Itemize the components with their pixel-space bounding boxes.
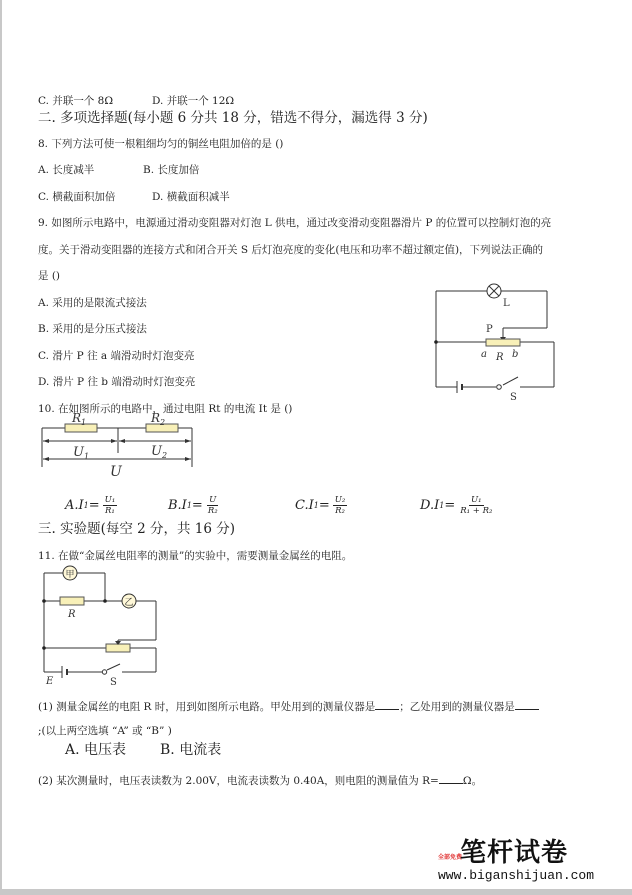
q7-option-c: C. 并联一个 8Ω — [38, 95, 114, 107]
q11-part2 — [38, 772, 482, 788]
svg-text:U2: $U_2$ — [151, 444, 168, 460]
svg-text:R: R — [68, 609, 76, 620]
battery-icon — [457, 381, 462, 393]
q8-option-c: C. 横截面积加倍 — [38, 191, 116, 203]
svg-text:乙: 乙 — [124, 598, 134, 608]
battery-icon — [62, 666, 67, 678]
q9-option-c: C. 滑片 P 往 a 端滑动时灯泡变亮 — [38, 350, 195, 362]
svg-text:甲: 甲 — [65, 570, 75, 580]
free-tag: 全部免费 — [438, 854, 463, 861]
logo-url: www.biganshijuan.com — [438, 868, 595, 883]
q8-stem: 8. 下列方法可使一根粗细均匀的铜丝电阻加倍的是 () — [38, 138, 284, 150]
lamp-icon — [487, 284, 501, 298]
svg-text:R2: $R_2$ — [151, 411, 166, 427]
svg-text:a: a — [481, 349, 487, 360]
svg-text:P: P — [486, 324, 493, 335]
resistor-r — [60, 597, 84, 605]
q10-option-b: B.I 1 = $\frac{U}{\text{R₂}}$ — [168, 495, 218, 516]
q10-circuit-diagram — [38, 411, 208, 495]
q10-option-d: D.I 1 = $\frac{\text{U₁}}{\text{R₁ + R₂}}$ — [420, 495, 493, 516]
switch-icon — [497, 385, 502, 390]
q9-stem-line1: 9. 如图所示电路中，电源通过滑动变阻器对灯泡 L 供电，通过改变滑动变阻器滑片 P 的位置可以控制灯泡的亮 — [38, 217, 552, 229]
q11-part2-text-a: (2) 某次测量时，电压表读数为 2.00V，电流表读数为 0.40A，则电阻的测量值为 R= — [38, 775, 439, 787]
q9-circuit-diagram — [430, 285, 560, 403]
page-left-border — [0, 0, 2, 895]
logo-title: 笔杆试卷 — [460, 838, 569, 868]
q9-stem-line2: 度。关于滑动变阻器的连接方式和闭合开关 S 后灯泡亮度的变化(电压和功率不超过额定值)，下列说法正确的 — [38, 244, 544, 256]
q11-part1-line1 — [38, 698, 539, 714]
section-2-heading: 二. 多项选择题(每小题 6 分共 18 分，错选不得分，漏选得 3 分) — [38, 110, 428, 126]
svg-text:S: S — [110, 677, 117, 688]
q11-part1-line2: ;(以上两空选填 “A” 或 “B” ) — [38, 725, 172, 737]
q10-option-c: C.I 1 = $\frac{\text{U₂}}{\text{R₂}}$ — [295, 495, 346, 516]
q9-stem-line3: 是 () — [38, 270, 61, 282]
svg-text:R1: $R_1$ — [72, 411, 87, 427]
q9-option-b: B. 采用的是分压式接法 — [38, 323, 147, 335]
svg-text:U: U — [110, 464, 122, 480]
q9-option-d: D. 滑片 P 往 b 端滑动时灯泡变亮 — [38, 376, 196, 388]
q11-choice-b: B. 电流表 — [160, 742, 222, 758]
page-bottom-border — [0, 889, 632, 895]
q11-part2-text-b: Ω。 — [462, 775, 483, 787]
q10-option-a: A.I 1 = $\frac{\text{U₁}}{\text{R₁}}$ — [65, 495, 116, 516]
q9-option-a: A. 采用的是限流式接法 — [38, 297, 147, 309]
q8-option-d: D. 横截面积减半 — [152, 191, 230, 203]
q11-choice-a: A. 电压表 — [65, 742, 127, 758]
svg-text:L: L — [503, 298, 510, 309]
svg-text:E: E — [46, 676, 54, 687]
section-3-heading: 三. 实验题(每空 2 分，共 16 分) — [38, 521, 236, 537]
q8-option-a: A. 长度减半 — [38, 164, 95, 176]
q11-blank-jia[interactable] — [375, 698, 399, 710]
q7-option-d: D. 并联一个 12Ω — [152, 95, 235, 107]
q10-stem: 10. 在如图所示的电路中，通过电阻 Rt 的电流 It 是 () — [38, 403, 293, 415]
q11-part1-text-b: ；乙处用到的测量仪器是 — [399, 701, 515, 713]
rheostat-resistor — [486, 339, 520, 346]
q8-option-b: B. 长度加倍 — [143, 164, 200, 176]
svg-text:R: R — [496, 352, 504, 363]
q11-blank-r[interactable] — [439, 772, 463, 784]
q11-blank-yi[interactable] — [515, 698, 539, 710]
q11-stem: 11. 在做“金属丝电阻率的测量”的实验中，需要测量金属丝的电阻。 — [38, 550, 353, 562]
watermark-logo — [438, 838, 618, 886]
svg-text:U1: $U_1$ — [73, 445, 90, 461]
q11-circuit-diagram — [38, 565, 168, 688]
q11-part1-text-a: (1) 测量金属丝的电阻 R 时，用到如图所示电路。甲处用到的测量仪器是 — [38, 701, 376, 713]
switch-icon — [102, 670, 106, 674]
rheostat-resistor — [106, 644, 130, 652]
svg-text:S: S — [510, 392, 517, 403]
svg-text:b: b — [512, 349, 519, 360]
